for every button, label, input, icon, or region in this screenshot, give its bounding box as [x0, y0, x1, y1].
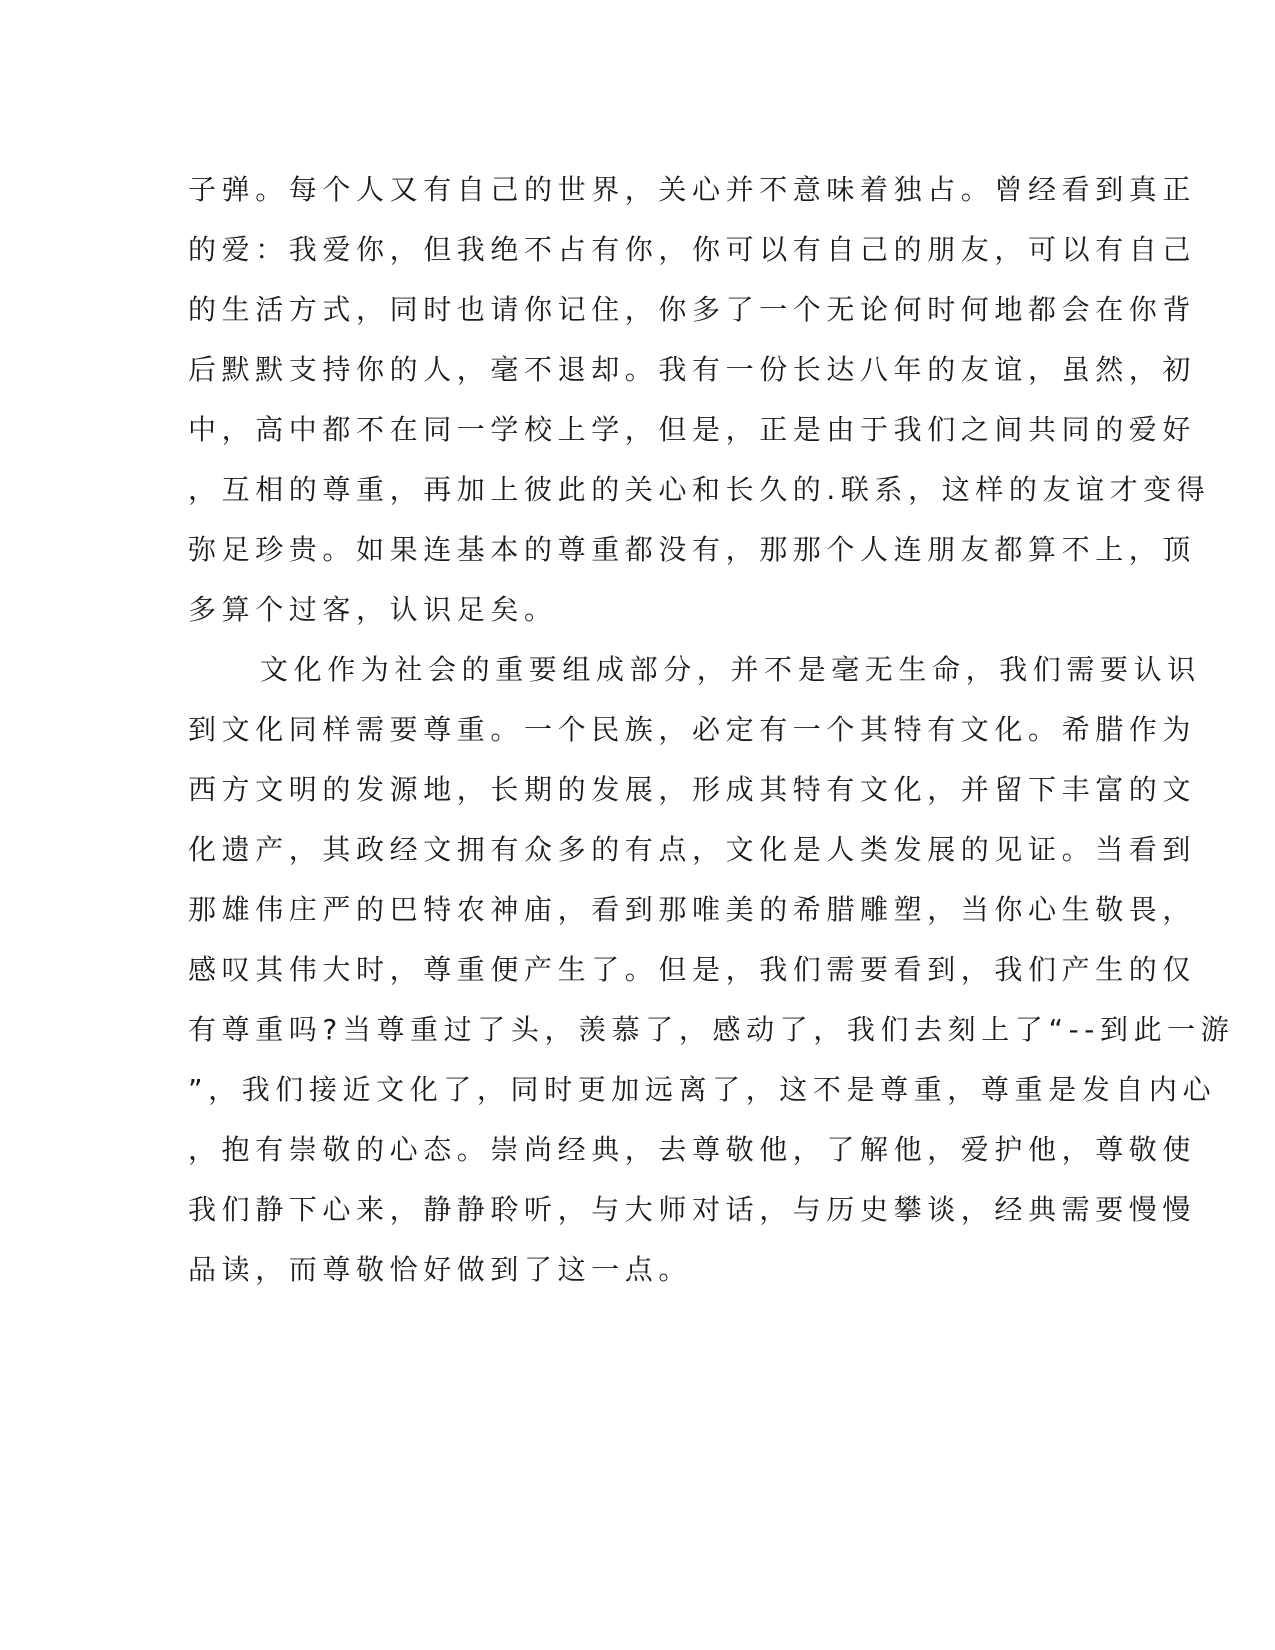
text-line: 子弹。每个人又有自己的世界，关心并不意味着独占。曾经看到真正 — [188, 173, 1197, 206]
text-line: 那雄伟庄严的巴特农神庙，看到那唯美的希腊雕塑，当你心生敬畏， — [188, 893, 1197, 926]
text-line: 化遗产，其政经文拥有众多的有点，文化是人类发展的见证。当看到 — [188, 833, 1197, 866]
text-line: 多算个过客，认识足矣。 — [188, 593, 558, 626]
text-line: 文化作为社会的重要组成部分，并不是毫无生命，我们需要认识 — [260, 653, 1201, 686]
text-line: 感叹其伟大时，尊重便产生了。但是，我们需要看到，我们产生的仅 — [188, 953, 1197, 986]
text-line: 西方文明的发源地，长期的发展，形成其特有文化，并留下丰富的文 — [188, 773, 1197, 806]
paragraph-culture — [188, 640, 1235, 1300]
text-line: 到文化同样需要尊重。一个民族，必定有一个其特有文化。希腊作为 — [188, 713, 1197, 746]
paragraph-friendship — [188, 160, 1211, 640]
text-line: 品读，而尊敬恰好做到了这一点。 — [188, 1253, 693, 1286]
body-text — [188, 160, 1235, 1300]
text-line: 的爱：我爱你，但我绝不占有你，你可以有自己的朋友，可以有自己 — [188, 233, 1197, 266]
text-line: ，互相的尊重，再加上彼此的关心和长久的.联系，这样的友谊才变得 — [188, 473, 1211, 506]
text-line: 中，高中都不在同一学校上学，但是，正是由于我们之间共同的爱好 — [188, 413, 1197, 446]
text-line: 有尊重吗?当尊重过了头，羡慕了，感动了，我们去刻上了“--到此一游 — [188, 1013, 1235, 1046]
text-line: 我们静下心来，静静聆听，与大师对话，与历史攀谈，经典需要慢慢 — [188, 1193, 1197, 1226]
text-line: ，抱有崇敬的心态。崇尚经典，去尊敬他，了解他，爱护他，尊敬使 — [188, 1133, 1197, 1166]
text-line: ”，我们接近文化了，同时更加远离了，这不是尊重，尊重是发自内心 — [188, 1073, 1217, 1106]
text-line: 后默默支持你的人，毫不退却。我有一份长达八年的友谊，虽然，初 — [188, 353, 1197, 386]
text-line: 的生活方式，同时也请你记住，你多了一个无论何时何地都会在你背 — [188, 293, 1197, 326]
text-line: 弥足珍贵。如果连基本的尊重都没有，那那个人连朋友都算不上，顶 — [188, 533, 1197, 566]
